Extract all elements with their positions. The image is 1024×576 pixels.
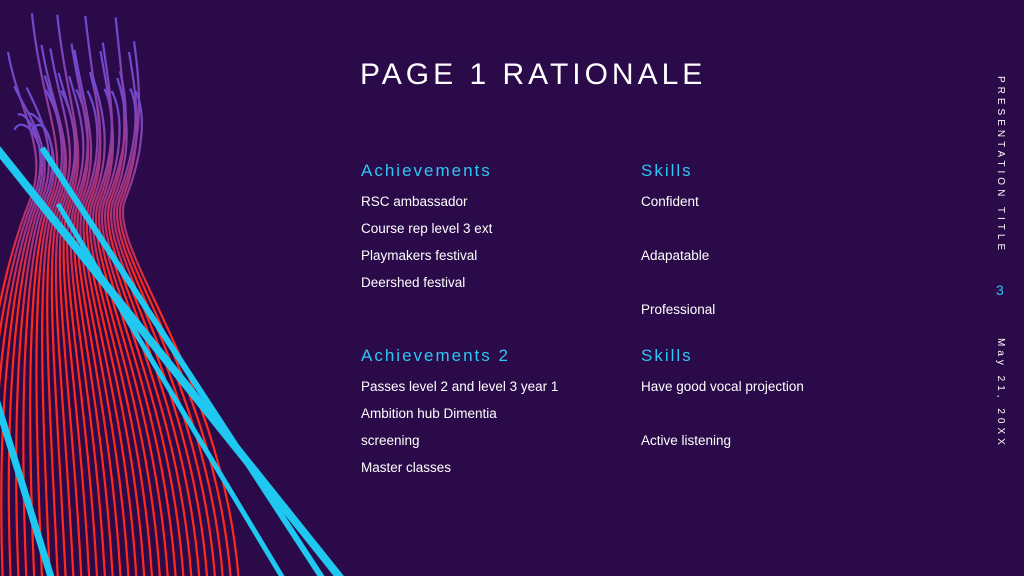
wave-lines: [0, 13, 240, 576]
skill-2-item: Have good vocal projection: [641, 379, 804, 394]
skill-item: Professional: [641, 302, 716, 317]
skill-2-item: Active listening: [641, 433, 732, 448]
achievement-2-item: Master classes: [361, 460, 452, 475]
achievement-item: Playmakers festival: [361, 248, 478, 263]
achievement-item: Deershed festival: [361, 275, 466, 290]
wave-line: [72, 44, 114, 576]
achievements-2-heading: Achievements 2: [361, 346, 510, 365]
skill-item: Confident: [641, 194, 699, 209]
wave-line: [117, 41, 224, 576]
date-vertical: May 21, 20XX: [995, 338, 1006, 449]
skills-2-heading: Skills: [641, 346, 693, 365]
skills-heading: Skills: [641, 161, 693, 180]
achievement-item: Course rep level 3 ext: [361, 221, 493, 236]
achievement-2-item: Ambition hub Dimentia: [361, 406, 497, 421]
page-number: 3: [996, 282, 1004, 298]
achievement-2-item: Passes level 2 and level 3 year 1: [361, 379, 559, 394]
achievement-2-item: screening: [361, 433, 420, 448]
achievement-item: RSC ambassador: [361, 194, 468, 209]
achievements-heading: Achievements: [361, 161, 492, 180]
skill-item: Adapatable: [641, 248, 710, 263]
presentation-title-vertical: PRESENTATION TITLE: [995, 76, 1006, 255]
page-title: PAGE 1 RATIONALE: [360, 58, 707, 91]
